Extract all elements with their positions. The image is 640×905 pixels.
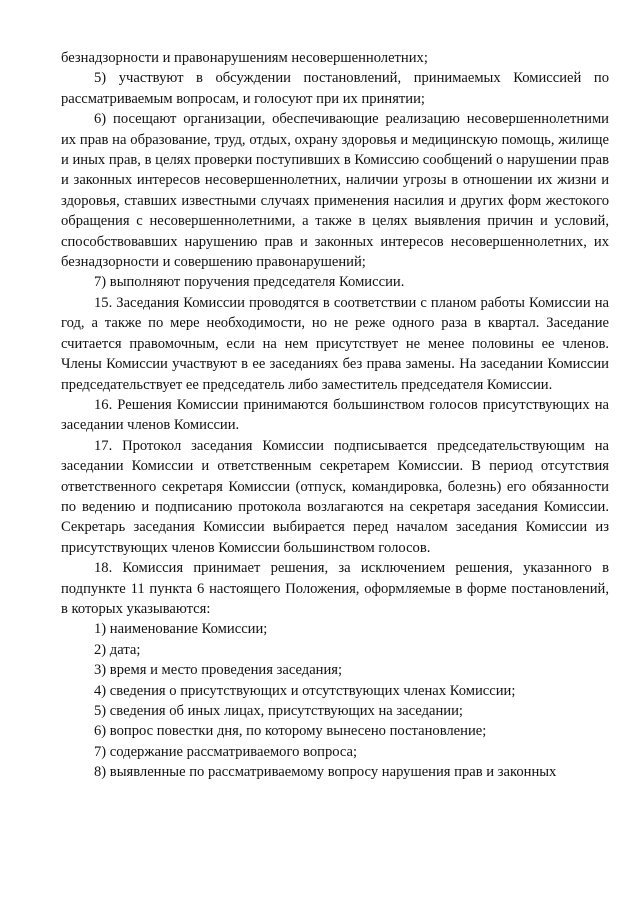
paragraph-item-7: 7) выполняют поручения председателя Комиссии. [94,274,405,291]
list-item-6: 6) вопрос повестки дня, по которому вынесено постановление; [94,723,487,740]
paragraph-section-17: 17. Протокол заседания Комиссии подписывается председательствующим на заседании Комиссии и ответственным секретарем Комиссии. В период отсутствия ответственного секретаря Комиссии (отпуск, командировка, болезнь) его обязанности по ведению и подписанию протокола возлагаются на секретаря заседания Комиссии. Секретарь заседания Комиссии выбирается перед началом заседания Комиссии из присутствующих членов Комиссии большинством голосов. [61,437,609,556]
list-item-1: 1) наименование Комиссии; [94,621,268,638]
paragraph-section-16: 16. Решения Комиссии принимаются большинством голосов присутствующих на заседании членов Комиссии. [61,396,609,434]
paragraph-item-6: 6) посещают организации, обеспечивающие реализацию несовершеннолетними их прав на образование, труд, отдых, охрану здоровья и медицинскую помощь, жилище и иных прав, в целях проверки поступивших в Комиссию сообщений о нарушении прав и законных интересов несовершеннолетних, наличии угрозы в отношении их жизни и здоровья, ставших известными случаях применения насилия и других форм жестокого обращения с несовершеннолетними, а также в целях выявления причин и условий, способствовавших нарушению прав и законных интересов несовершеннолетних, их безнадзорности и совершению правонарушений; [61,111,609,271]
list-item-2: 2) дата; [94,641,141,658]
list-item-7: 7) содержание рассматриваемого вопроса; [94,743,358,760]
paragraph-section-15: 15. Заседания Комиссии проводятся в соответствии с планом работы Комиссии на год, а также по мере необходимости, но не реже одного раза в квартал. Заседание считается правомочным, если на нем присутствует не менее половины ее членов. Члены Комиссии участвуют в ее заседаниях без права замены. На заседании Комиссии председательствует ее председатель либо заместитель председателя Комиссии. [61,294,609,393]
paragraph-continuation: безнадзорности и правонарушениям несовершеннолетних; [61,50,428,66]
list-item-5: 5) сведения об иных лицах, присутствующих на заседании; [94,703,463,719]
list-item-3: 3) время и место проведения заседания; [94,662,343,679]
list-item-8: 8) выявленные по рассматриваемому вопросу нарушения прав и законных [94,764,557,781]
paragraph-section-18: 18. Комиссия принимает решения, за исключением решения, указанного в подпункте 11 пункта 6 настоящего Положения, оформляемые в форме постановлений, в которых указываются: [61,560,609,617]
paragraph-item-5: 5) участвуют в обсуждении постановлений, принимаемых Комиссией по рассматриваемым вопросам, и голосуют при их принятии; [61,70,609,107]
list-item-4: 4) сведения о присутствующих и отсутствующих членах Комиссии; [94,682,516,699]
